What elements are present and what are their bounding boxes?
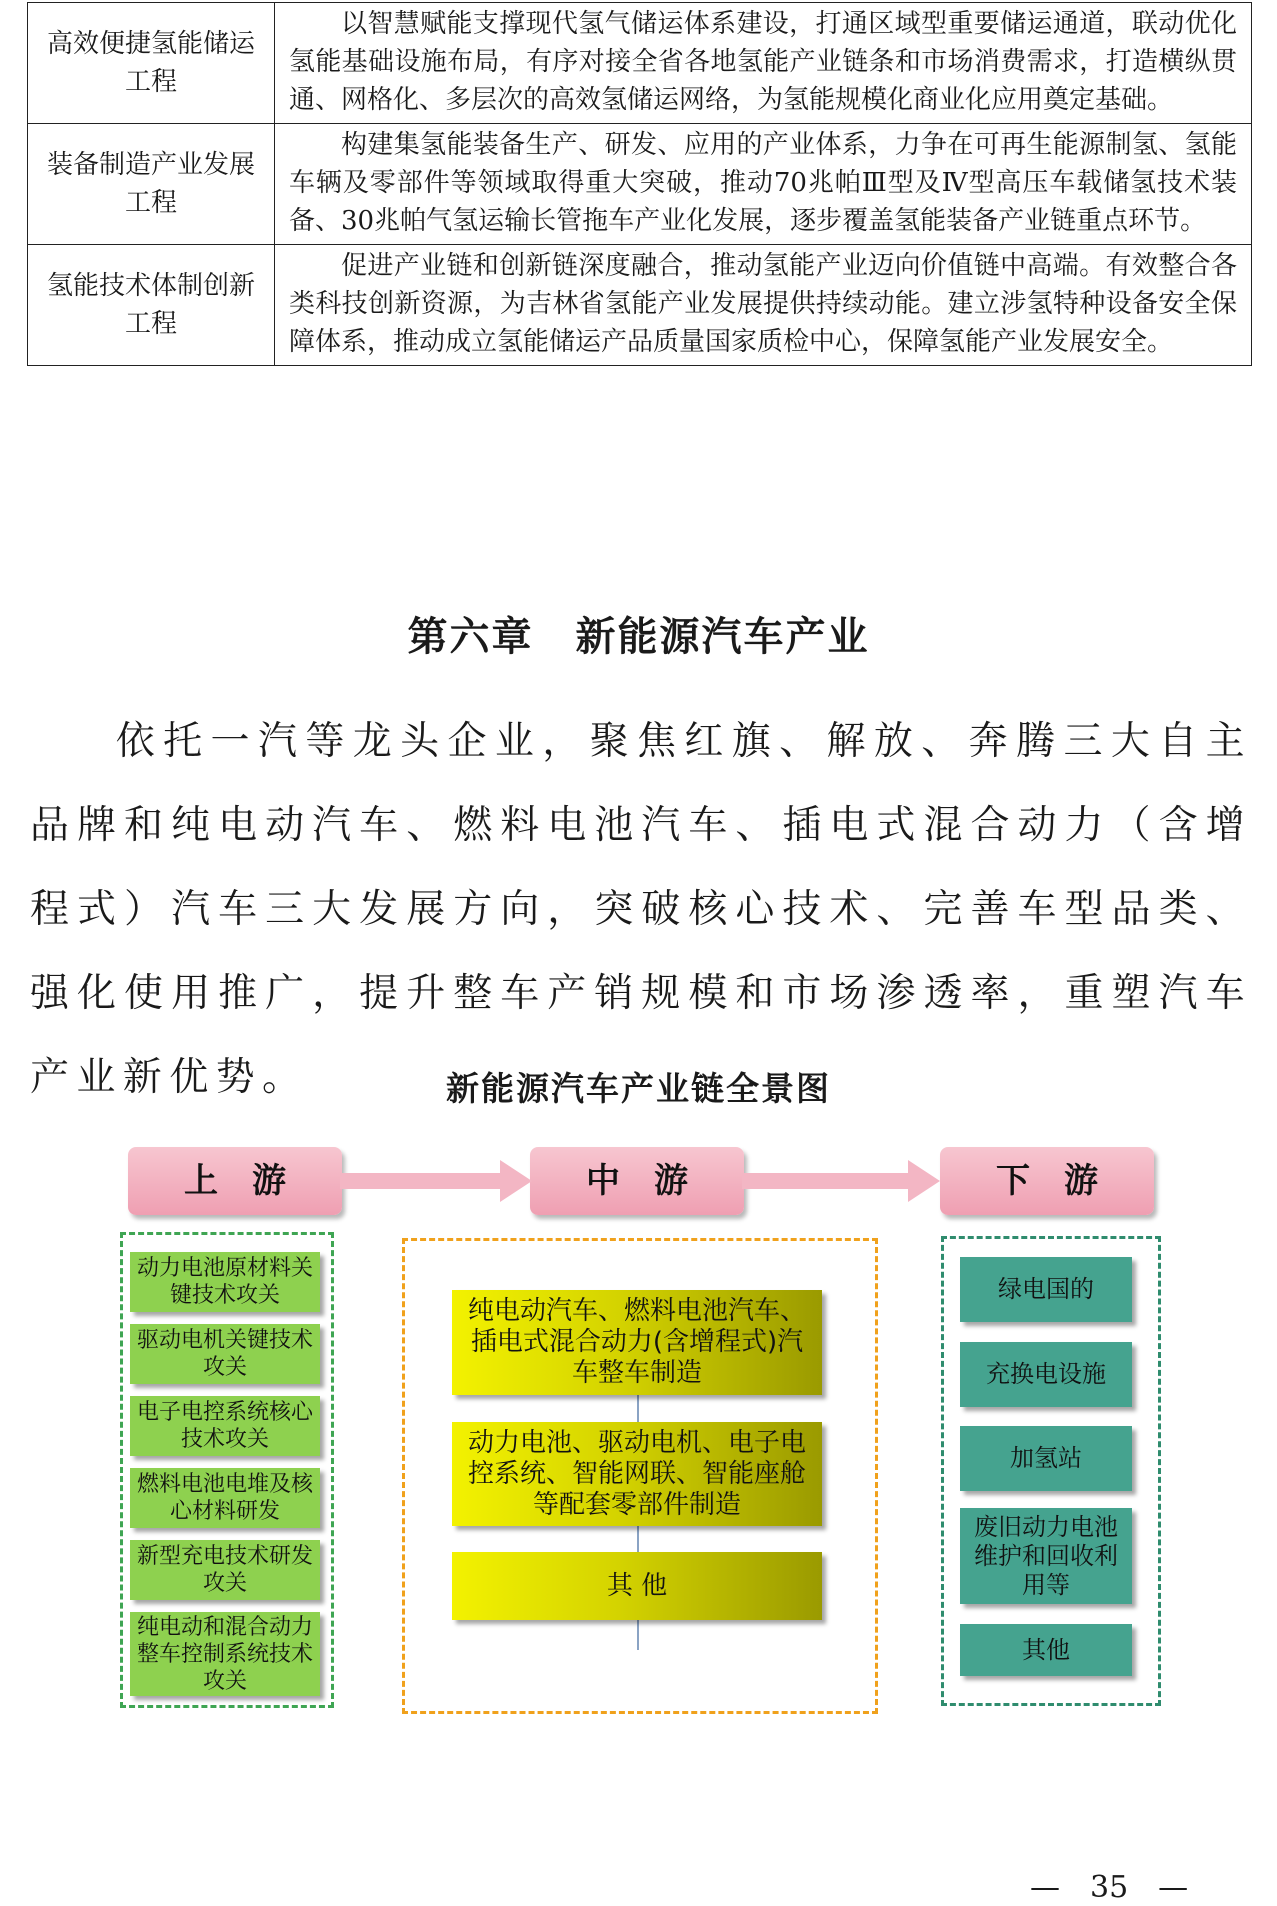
projects-table xyxy=(27,2,1252,366)
table-row xyxy=(28,245,1252,366)
downstream-item: 充换电设施 xyxy=(960,1342,1132,1407)
downstream-item: 加氢站 xyxy=(960,1426,1132,1491)
upstream-item: 燃料电池电堆及核心材料研发 xyxy=(130,1468,320,1528)
downstream-item: 其他 xyxy=(960,1624,1132,1676)
upstream-item: 电子电控系统核心技术攻关 xyxy=(130,1396,320,1456)
project-description: 以智慧赋能支撑现代氢气储运体系建设，打通区域型重要储运通道，联动优化氢能基础设施布局，有序对接全省各地氢能产业链条和市场消费需求，打造横纵贯通、网格化、多层次的高效氢储运网络，为氢能规模化商业化应用奠定基础。 xyxy=(275,3,1252,124)
midstream-item: 其 他 xyxy=(452,1552,822,1620)
table-row xyxy=(28,3,1252,124)
table-row xyxy=(28,124,1252,245)
project-name: 装备制造产业发展工程 xyxy=(28,124,275,245)
upstream-item: 纯电动和混合动力整车控制系统技术攻关 xyxy=(130,1612,320,1696)
page-number: — 35 — xyxy=(1030,1870,1189,1905)
arrow-right-icon xyxy=(340,1158,534,1204)
midstream-header: 中 游 xyxy=(530,1147,744,1215)
downstream-header: 下 游 xyxy=(940,1147,1154,1215)
project-name: 氢能技术体制创新工程 xyxy=(28,245,275,366)
upstream-item: 动力电池原材料关键技术攻关 xyxy=(130,1252,320,1312)
project-description: 促进产业链和创新链深度融合，推动氢能产业迈向价值链中高端。有效整合各类科技创新资源，为吉林省氢能产业发展提供持续动能。建立涉氢特种设备安全保障体系，推动成立氢能储运产品质量国家质检中心，保障氢能产业发展安全。 xyxy=(275,245,1252,366)
chapter-title: 第六章 新能源汽车产业 xyxy=(407,613,870,660)
diagram-title: 新能源汽车产业链全景图 xyxy=(446,1069,831,1108)
upstream-header: 上 游 xyxy=(128,1147,342,1215)
downstream-item: 废旧动力电池维护和回收利用等 xyxy=(960,1508,1132,1604)
project-name: 高效便捷氢能储运工程 xyxy=(28,3,275,124)
upstream-item: 驱动电机关键技术攻关 xyxy=(130,1324,320,1384)
arrow-right-icon xyxy=(742,1158,942,1204)
project-description: 构建集氢能装备生产、研发、应用的产业体系，力争在可再生能源制氢、氢能车辆及零部件等领域取得重大突破，推动70兆帕Ⅲ型及Ⅳ型高压车载储氢技术装备、30兆帕气氢运输长管拖车产业化发展，逐步覆盖氢能装备产业链重点环节。 xyxy=(275,124,1252,245)
midstream-item: 动力电池、驱动电机、电子电控系统、智能网联、智能座舱等配套零部件制造 xyxy=(452,1422,822,1526)
upstream-item: 新型充电技术研发攻关 xyxy=(130,1540,320,1600)
chapter-paragraph: 依托一汽等龙头企业，聚焦红旗、解放、奔腾三大自主品牌和纯电动汽车、燃料电池汽车、插电式混合动力（含增程式）汽车三大发展方向，突破核心技术、完善车型品类、强化使用推广，提升整车产销规模和市场渗透率，重塑汽车产业新优势。 xyxy=(30,719,1252,1100)
midstream-item: 纯电动汽车、燃料电池汽车、插电式混合动力(含增程式)汽车整车制造 xyxy=(452,1290,822,1395)
downstream-item: 绿电国的 xyxy=(960,1257,1132,1322)
